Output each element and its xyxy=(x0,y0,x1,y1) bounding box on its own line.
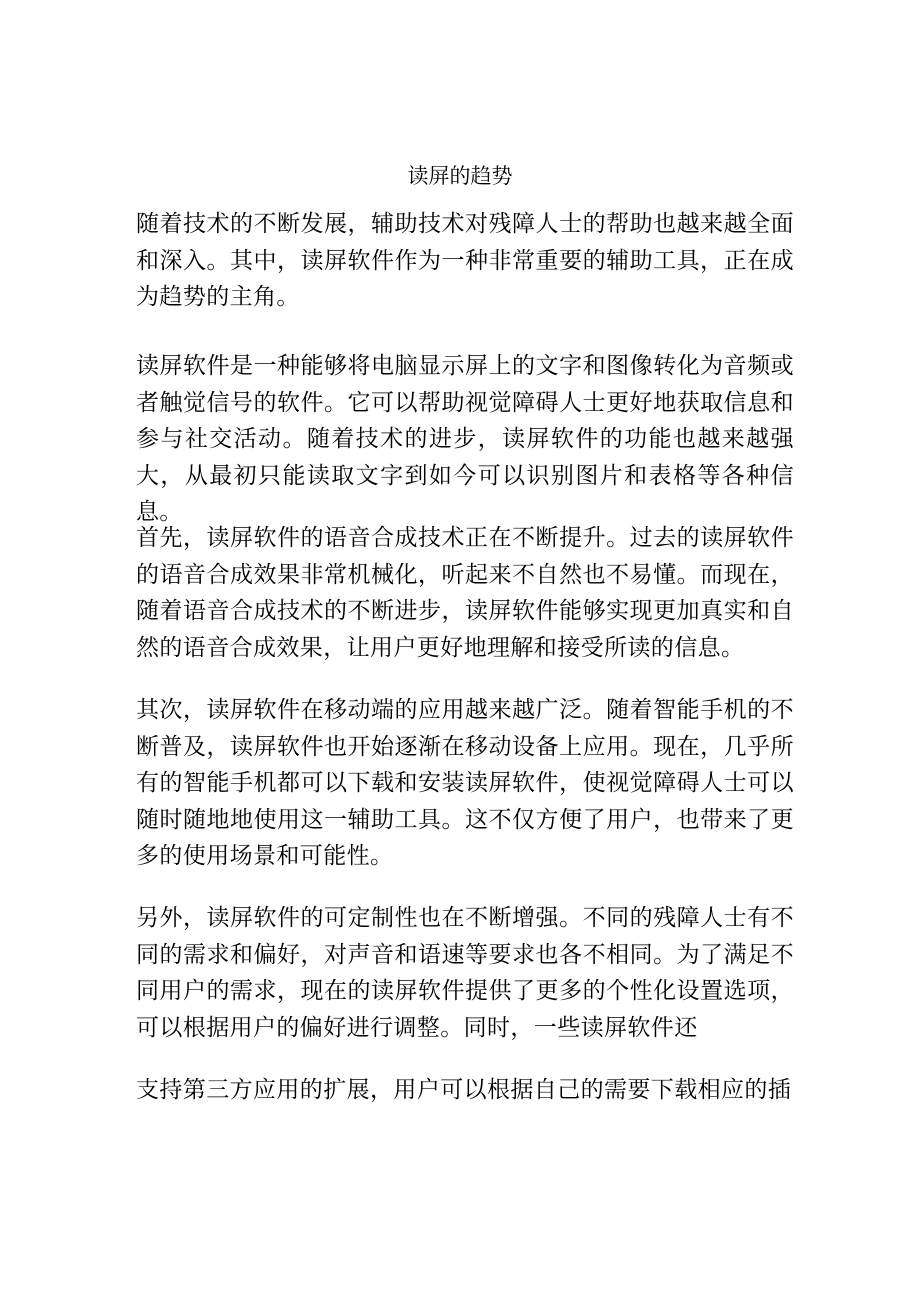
paragraph-5: 另外，读屏软件的可定制性也在不断增强。不同的残障人士有不同的需求和偏好，对声音和语速等要求也各不相同。为了满足不同用户的需求，现在的读屏软件提供了更多的个性化设置选项，可以根据用户的偏好进行调整。同时，一些读屏软件还 xyxy=(136,905,794,1041)
paragraph-1: 随着技术的不断发展，辅助技术对残障人士的帮助也越来越全面和深入。其中，读屏软件作为一种非常重要的辅助工具，正在成为趋势的主角。 xyxy=(136,211,794,310)
paragraph-6: 支持第三方应用的扩展，用户可以根据自己的需要下载相应的插 xyxy=(136,1077,792,1103)
document-title: 读屏的趋势 xyxy=(407,164,513,188)
paragraph-2: 读屏软件是一种能够将电脑显示屏上的文字和图像转化为音频或者触觉信号的软件。它可以帮助视觉障碍人士更好地获取信息和参与社交活动。随着技术的进步，读屏软件的功能也越来越强大，从最初只能读取文字到如今可以识别图片和表格等各种信息。 xyxy=(136,353,794,525)
paragraph-3: 首先，读屏软件的语音合成技术正在不断提升。过去的读屏软件的语音合成效果非常机械化，听起来不自然也不易懂。而现在，随着语音合成技术的不断进步，读屏软件能够实现更加真实和自然的语音合成效果，让用户更好地理解和接受所读的信息。 xyxy=(136,525,794,661)
paragraph-4: 其次，读屏软件在移动端的应用越来越广泛。随着智能手机的不断普及，读屏软件也开始逐渐在移动设备上应用。现在，几乎所有的智能手机都可以下载和安装读屏软件，使视觉障碍人士可以随时随地地使用这一辅助工具。这不仅方便了用户，也带来了更多的使用场景和可能性。 xyxy=(136,697,794,869)
